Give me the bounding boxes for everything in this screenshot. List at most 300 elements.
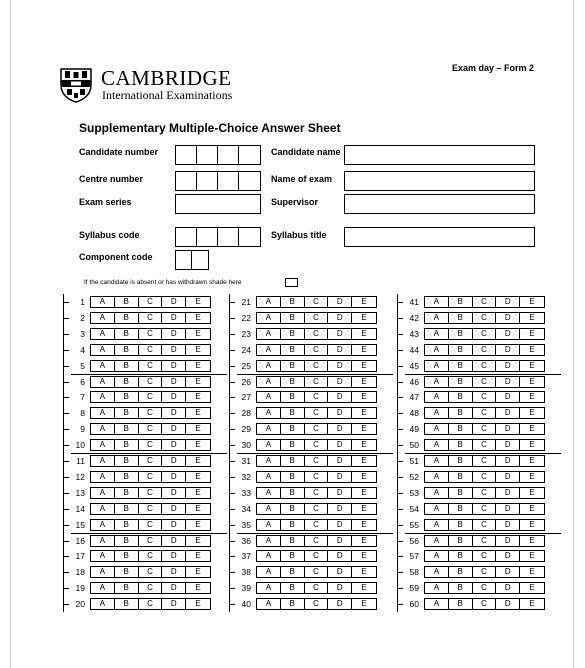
answer-bubble-a[interactable]: A [425,297,449,307]
answer-bubble-b[interactable]: B [115,567,139,577]
answer-bubble-c[interactable]: C [473,297,497,307]
answer-bubble-c[interactable]: C [305,392,329,402]
answer-bubble-d[interactable]: D [328,424,352,434]
answer-bubble-a[interactable]: A [257,377,281,387]
answer-bubble-a[interactable]: A [91,329,115,339]
answer-bubble-c[interactable]: C [305,297,329,307]
answer-bubble-a[interactable]: A [257,472,281,482]
answer-bubble-d[interactable]: D [328,313,352,323]
answer-bubble-b[interactable]: B [115,599,139,609]
answer-bubble-e[interactable]: E [195,440,201,450]
answer-bubble-a[interactable]: A [257,583,281,593]
answer-bubble-e[interactable]: E [529,328,535,338]
answer-bubble-b[interactable]: B [115,424,139,434]
absent-shade-box[interactable] [285,278,298,287]
answer-bubble-d[interactable]: D [328,504,352,514]
answer-bubble-c[interactable]: C [473,504,497,514]
name-of-exam-field[interactable] [344,171,535,191]
answer-bubble-d[interactable]: D [162,488,186,498]
answer-bubble-c[interactable]: C [305,456,329,466]
answer-bubble-b[interactable]: B [449,456,473,466]
answer-bubble-a[interactable]: A [91,440,115,450]
answer-bubble-c[interactable]: C [139,520,163,530]
answer-bubble-d[interactable]: D [162,408,186,418]
answer-bubble-c[interactable]: C [473,472,497,482]
answer-bubble-a[interactable]: A [257,520,281,530]
answer-bubble-a[interactable]: A [425,599,449,609]
answer-bubble-c[interactable]: C [305,377,329,387]
candidate-number-boxes[interactable] [175,145,261,165]
answer-bubble-d[interactable]: D [496,329,520,339]
answer-bubble-b[interactable]: B [281,361,305,371]
answer-bubble-a[interactable]: A [91,551,115,561]
answer-bubble-b[interactable]: B [115,361,139,371]
answer-bubble-b[interactable]: B [281,377,305,387]
answer-bubble-e[interactable]: E [529,424,535,434]
answer-bubble-c[interactable]: C [305,345,329,355]
answer-bubble-a[interactable]: A [425,536,449,546]
answer-bubble-e[interactable]: E [361,440,367,450]
answer-bubble-b[interactable]: B [449,583,473,593]
answer-bubble-c[interactable]: C [473,599,497,609]
answer-bubble-c[interactable]: C [305,536,329,546]
answer-bubble-d[interactable]: D [496,583,520,593]
answer-bubble-b[interactable]: B [115,313,139,323]
answer-bubble-d[interactable]: D [496,567,520,577]
answer-bubble-c[interactable]: C [139,329,163,339]
answer-bubble-b[interactable]: B [449,472,473,482]
answer-bubble-d[interactable]: D [328,329,352,339]
answer-bubble-a[interactable]: A [257,488,281,498]
answer-bubble-b[interactable]: B [449,488,473,498]
answer-bubble-b[interactable]: B [281,583,305,593]
answer-bubble-e[interactable]: E [195,392,201,402]
answer-bubble-b[interactable]: B [449,599,473,609]
answer-bubble-b[interactable]: B [281,456,305,466]
answer-bubble-c[interactable]: C [305,504,329,514]
answer-bubble-e[interactable]: E [195,456,201,465]
answer-bubble-b[interactable]: B [449,345,473,355]
answer-bubble-a[interactable]: A [91,504,115,514]
answer-bubble-c[interactable]: C [139,567,163,577]
answer-bubble-e[interactable]: E [195,599,201,609]
answer-bubble-a[interactable]: A [257,408,281,418]
answer-bubble-d[interactable]: D [162,329,186,339]
answer-bubble-a[interactable]: A [425,377,449,387]
answer-bubble-d[interactable]: D [496,424,520,434]
answer-bubble-e[interactable]: E [361,583,367,593]
answer-bubble-d[interactable]: D [162,377,186,387]
answer-bubble-d[interactable]: D [496,599,520,609]
answer-bubble-c[interactable]: C [473,345,497,355]
answer-bubble-a[interactable]: A [91,361,115,371]
answer-bubble-e[interactable]: E [361,551,367,561]
answer-bubble-c[interactable]: C [139,551,163,561]
answer-bubble-e[interactable]: E [361,360,367,370]
answer-bubble-c[interactable]: C [473,440,497,450]
answer-bubble-c[interactable]: C [305,567,329,577]
answer-bubble-c[interactable]: C [473,567,497,577]
answer-bubble-b[interactable]: B [115,536,139,546]
answer-bubble-a[interactable]: A [425,520,449,530]
answer-bubble-b[interactable]: B [115,345,139,355]
answer-bubble-a[interactable]: A [425,361,449,371]
answer-bubble-e[interactable]: E [195,487,201,497]
answer-bubble-b[interactable]: B [281,472,305,482]
answer-bubble-e[interactable]: E [529,503,535,513]
answer-bubble-e[interactable]: E [195,471,201,481]
answer-bubble-a[interactable]: A [425,440,449,450]
answer-bubble-b[interactable]: B [115,504,139,514]
component-code-boxes[interactable] [175,250,209,270]
answer-bubble-b[interactable]: B [115,456,139,466]
answer-bubble-b[interactable]: B [115,551,139,561]
answer-bubble-d[interactable]: D [496,377,520,387]
answer-bubble-b[interactable]: B [281,504,305,514]
answer-bubble-e[interactable]: E [361,376,367,386]
answer-bubble-e[interactable]: E [361,471,367,481]
answer-bubble-b[interactable]: B [115,520,139,530]
answer-bubble-d[interactable]: D [496,488,520,498]
answer-bubble-e[interactable]: E [361,408,367,418]
answer-bubble-c[interactable]: C [473,392,497,402]
answer-bubble-e[interactable]: E [195,535,201,545]
answer-bubble-c[interactable]: C [305,599,329,609]
answer-bubble-c[interactable]: C [473,313,497,323]
answer-bubble-d[interactable]: D [328,408,352,418]
answer-bubble-e[interactable]: E [529,376,535,386]
answer-bubble-b[interactable]: B [449,504,473,514]
answer-bubble-a[interactable]: A [257,551,281,561]
answer-bubble-a[interactable]: A [425,408,449,418]
answer-bubble-a[interactable]: A [257,392,281,402]
answer-bubble-c[interactable]: C [139,297,163,307]
answer-bubble-e[interactable]: E [529,599,535,609]
answer-bubble-e[interactable]: E [529,487,535,497]
answer-bubble-a[interactable]: A [257,424,281,434]
answer-bubble-c[interactable]: C [305,329,329,339]
answer-bubble-c[interactable]: C [139,456,163,466]
answer-bubble-d[interactable]: D [162,456,186,466]
answer-bubble-d[interactable]: D [496,392,520,402]
answer-bubble-e[interactable]: E [529,471,535,481]
answer-bubble-a[interactable]: A [425,567,449,577]
answer-bubble-c[interactable]: C [139,488,163,498]
answer-bubble-c[interactable]: C [305,361,329,371]
answer-bubble-a[interactable]: A [91,488,115,498]
answer-bubble-d[interactable]: D [496,297,520,307]
answer-bubble-d[interactable]: D [328,567,352,577]
answer-bubble-a[interactable]: A [91,392,115,402]
answer-bubble-e[interactable]: E [195,551,201,561]
answer-bubble-e[interactable]: E [361,297,367,306]
answer-bubble-a[interactable]: A [425,456,449,466]
answer-bubble-e[interactable]: E [195,344,201,354]
answer-bubble-d[interactable]: D [162,345,186,355]
answer-bubble-d[interactable]: D [328,361,352,371]
answer-bubble-d[interactable]: D [328,520,352,530]
answer-bubble-a[interactable]: A [425,329,449,339]
answer-bubble-b[interactable]: B [449,440,473,450]
answer-bubble-e[interactable]: E [361,328,367,338]
answer-bubble-b[interactable]: B [281,424,305,434]
answer-bubble-c[interactable]: C [473,456,497,466]
answer-bubble-a[interactable]: A [91,567,115,577]
answer-bubble-e[interactable]: E [195,567,201,577]
answer-bubble-d[interactable]: D [162,440,186,450]
answer-bubble-b[interactable]: B [449,329,473,339]
answer-bubble-b[interactable]: B [281,440,305,450]
answer-bubble-d[interactable]: D [162,392,186,402]
answer-bubble-c[interactable]: C [139,392,163,402]
answer-bubble-b[interactable]: B [115,440,139,450]
answer-bubble-a[interactable]: A [257,313,281,323]
answer-bubble-b[interactable]: B [115,329,139,339]
answer-bubble-b[interactable]: B [115,408,139,418]
answer-bubble-d[interactable]: D [496,551,520,561]
answer-bubble-e[interactable]: E [195,519,201,529]
answer-bubble-d[interactable]: D [328,345,352,355]
syllabus-code-boxes[interactable] [175,227,261,247]
answer-bubble-e[interactable]: E [529,408,535,418]
answer-bubble-e[interactable]: E [361,344,367,354]
answer-bubble-c[interactable]: C [139,424,163,434]
answer-bubble-c[interactable]: C [473,361,497,371]
answer-bubble-d[interactable]: D [162,297,186,307]
answer-bubble-a[interactable]: A [425,583,449,593]
answer-bubble-b[interactable]: B [281,345,305,355]
answer-bubble-b[interactable]: B [281,297,305,307]
answer-bubble-d[interactable]: D [162,599,186,609]
answer-bubble-c[interactable]: C [473,408,497,418]
answer-bubble-a[interactable]: A [91,456,115,466]
answer-bubble-e[interactable]: E [195,503,201,513]
answer-bubble-e[interactable]: E [529,360,535,370]
answer-bubble-a[interactable]: A [91,345,115,355]
answer-bubble-e[interactable]: E [195,424,201,434]
answer-bubble-d[interactable]: D [328,583,352,593]
answer-bubble-b[interactable]: B [115,297,139,307]
answer-bubble-a[interactable]: A [257,567,281,577]
answer-bubble-d[interactable]: D [162,551,186,561]
supervisor-field[interactable] [344,194,535,214]
answer-bubble-b[interactable]: B [115,392,139,402]
answer-bubble-c[interactable]: C [305,440,329,450]
answer-bubble-b[interactable]: B [449,377,473,387]
answer-bubble-e[interactable]: E [195,312,201,322]
answer-bubble-c[interactable]: C [139,536,163,546]
answer-bubble-e[interactable]: E [529,567,535,577]
answer-bubble-d[interactable]: D [328,456,352,466]
answer-bubble-d[interactable]: D [496,408,520,418]
answer-bubble-b[interactable]: B [281,313,305,323]
answer-bubble-e[interactable]: E [361,599,367,609]
answer-bubble-c[interactable]: C [305,551,329,561]
answer-bubble-c[interactable]: C [473,520,497,530]
answer-bubble-e[interactable]: E [529,583,535,593]
answer-bubble-c[interactable]: C [139,408,163,418]
answer-bubble-a[interactable]: A [91,297,115,307]
answer-bubble-e[interactable]: E [195,408,201,418]
answer-bubble-b[interactable]: B [115,377,139,387]
answer-bubble-b[interactable]: B [449,551,473,561]
answer-bubble-b[interactable]: B [281,408,305,418]
answer-bubble-d[interactable]: D [496,361,520,371]
answer-bubble-a[interactable]: A [257,440,281,450]
answer-bubble-b[interactable]: B [449,567,473,577]
answer-bubble-a[interactable]: A [257,504,281,514]
answer-bubble-d[interactable]: D [328,599,352,609]
answer-bubble-b[interactable]: B [449,313,473,323]
answer-bubble-d[interactable]: D [328,536,352,546]
answer-bubble-c[interactable]: C [139,313,163,323]
answer-bubble-d[interactable]: D [162,567,186,577]
answer-bubble-e[interactable]: E [361,567,367,577]
answer-bubble-b[interactable]: B [115,583,139,593]
answer-bubble-c[interactable]: C [305,583,329,593]
answer-bubble-d[interactable]: D [496,472,520,482]
answer-bubble-a[interactable]: A [425,424,449,434]
answer-bubble-c[interactable]: C [305,313,329,323]
answer-bubble-a[interactable]: A [425,313,449,323]
answer-bubble-c[interactable]: C [305,424,329,434]
answer-bubble-d[interactable]: D [162,424,186,434]
answer-bubble-e[interactable]: E [361,519,367,529]
answer-bubble-d[interactable]: D [328,551,352,561]
answer-bubble-e[interactable]: E [195,583,201,593]
answer-bubble-d[interactable]: D [162,504,186,514]
answer-bubble-b[interactable]: B [449,392,473,402]
answer-bubble-e[interactable]: E [529,392,535,402]
answer-bubble-e[interactable]: E [195,376,201,386]
answer-bubble-e[interactable]: E [361,424,367,434]
answer-bubble-e[interactable]: E [361,392,367,402]
answer-bubble-d[interactable]: D [496,456,520,466]
answer-bubble-a[interactable]: A [91,599,115,609]
answer-bubble-d[interactable]: D [162,520,186,530]
answer-bubble-e[interactable]: E [361,456,367,465]
answer-bubble-c[interactable]: C [473,583,497,593]
answer-bubble-b[interactable]: B [281,599,305,609]
answer-bubble-c[interactable]: C [473,488,497,498]
answer-bubble-d[interactable]: D [496,313,520,323]
answer-bubble-a[interactable]: A [91,472,115,482]
answer-bubble-c[interactable]: C [305,408,329,418]
answer-bubble-a[interactable]: A [91,408,115,418]
answer-bubble-d[interactable]: D [328,377,352,387]
answer-bubble-b[interactable]: B [449,536,473,546]
answer-bubble-c[interactable]: C [305,488,329,498]
answer-bubble-c[interactable]: C [473,551,497,561]
answer-bubble-d[interactable]: D [496,440,520,450]
answer-bubble-c[interactable]: C [139,361,163,371]
answer-bubble-a[interactable]: A [425,551,449,561]
answer-bubble-d[interactable]: D [328,440,352,450]
answer-bubble-a[interactable]: A [257,361,281,371]
answer-bubble-a[interactable]: A [425,345,449,355]
answer-bubble-e[interactable]: E [529,312,535,322]
answer-bubble-a[interactable]: A [91,520,115,530]
answer-bubble-b[interactable]: B [449,361,473,371]
answer-bubble-c[interactable]: C [139,345,163,355]
answer-bubble-b[interactable]: B [281,567,305,577]
answer-bubble-d[interactable]: D [162,536,186,546]
answer-bubble-a[interactable]: A [257,456,281,466]
answer-bubble-b[interactable]: B [115,488,139,498]
answer-bubble-e[interactable]: E [529,519,535,529]
answer-bubble-a[interactable]: A [91,377,115,387]
answer-bubble-a[interactable]: A [257,345,281,355]
answer-bubble-d[interactable]: D [496,536,520,546]
answer-bubble-d[interactable]: D [162,472,186,482]
answer-bubble-d[interactable]: D [162,583,186,593]
answer-bubble-c[interactable]: C [473,424,497,434]
answer-bubble-e[interactable]: E [195,360,201,370]
answer-bubble-a[interactable]: A [425,392,449,402]
answer-bubble-e[interactable]: E [529,551,535,561]
answer-bubble-c[interactable]: C [139,504,163,514]
answer-bubble-a[interactable]: A [425,488,449,498]
answer-bubble-a[interactable]: A [257,329,281,339]
answer-bubble-d[interactable]: D [328,488,352,498]
candidate-name-field[interactable] [344,145,535,165]
answer-bubble-a[interactable]: A [425,472,449,482]
answer-bubble-a[interactable]: A [425,504,449,514]
answer-bubble-e[interactable]: E [361,312,367,322]
answer-bubble-e[interactable]: E [195,328,201,338]
answer-bubble-d[interactable]: D [496,345,520,355]
answer-bubble-e[interactable]: E [361,535,367,545]
answer-bubble-d[interactable]: D [328,392,352,402]
answer-bubble-b[interactable]: B [281,551,305,561]
answer-bubble-d[interactable]: D [328,297,352,307]
answer-bubble-d[interactable]: D [162,361,186,371]
answer-bubble-e[interactable]: E [529,344,535,354]
answer-bubble-b[interactable]: B [281,520,305,530]
answer-bubble-e[interactable]: E [361,503,367,513]
answer-bubble-c[interactable]: C [139,583,163,593]
answer-bubble-b[interactable]: B [281,329,305,339]
answer-bubble-d[interactable]: D [496,520,520,530]
answer-bubble-a[interactable]: A [257,599,281,609]
answer-bubble-d[interactable]: D [328,472,352,482]
answer-bubble-d[interactable]: D [496,504,520,514]
answer-bubble-b[interactable]: B [449,520,473,530]
exam-series-field[interactable] [175,194,261,214]
answer-bubble-b[interactable]: B [449,408,473,418]
centre-number-boxes[interactable] [175,171,261,191]
answer-bubble-a[interactable]: A [91,583,115,593]
answer-bubble-c[interactable]: C [305,472,329,482]
answer-bubble-c[interactable]: C [139,440,163,450]
answer-bubble-a[interactable]: A [257,297,281,307]
answer-bubble-b[interactable]: B [281,488,305,498]
answer-bubble-c[interactable]: C [473,329,497,339]
answer-bubble-a[interactable]: A [91,313,115,323]
answer-bubble-a[interactable]: A [91,424,115,434]
answer-bubble-b[interactable]: B [449,424,473,434]
answer-bubble-e[interactable]: E [195,297,201,306]
answer-bubble-b[interactable]: B [281,392,305,402]
answer-bubble-c[interactable]: C [473,377,497,387]
answer-bubble-c[interactable]: C [473,536,497,546]
answer-bubble-b[interactable]: B [115,472,139,482]
answer-bubble-e[interactable]: E [529,456,535,465]
answer-bubble-e[interactable]: E [529,440,535,450]
answer-bubble-c[interactable]: C [139,599,163,609]
answer-bubble-a[interactable]: A [257,536,281,546]
answer-bubble-d[interactable]: D [162,313,186,323]
